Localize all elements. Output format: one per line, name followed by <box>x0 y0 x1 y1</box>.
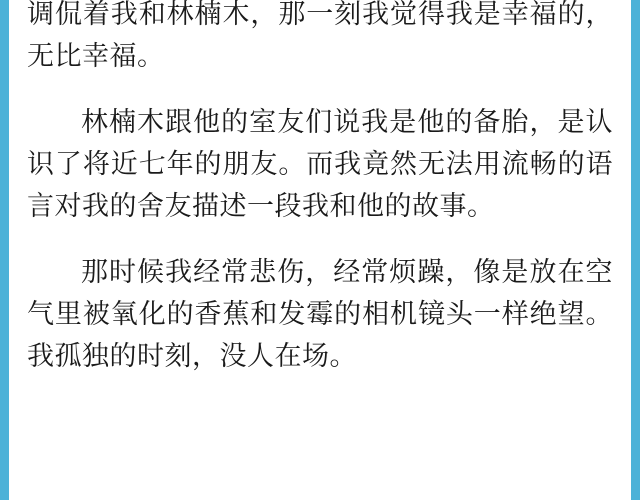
paragraph-2: 林楠木跟他的室友们说我是他的备胎，是认识了将近七年的朋友。而我竟然无法用流畅的语言对我的舍友描述一段我和他的故事。 <box>27 107 613 222</box>
paragraph-spacer-2 <box>27 228 613 252</box>
paragraph-1: 调侃着我和林楠木，那一刻我觉得我是幸福的，无比幸福。 <box>27 0 613 72</box>
right-border-rule <box>631 0 640 500</box>
left-border-rule <box>0 0 9 500</box>
document-body <box>9 0 631 500</box>
paragraph-3: 那时候我经常悲伤，经常烦躁，像是放在空气里被氧化的香蕉和发霉的相机镜头一样绝望。我孤独的时刻，没人在场。 <box>27 257 613 372</box>
paragraph-spacer-1 <box>27 78 613 102</box>
